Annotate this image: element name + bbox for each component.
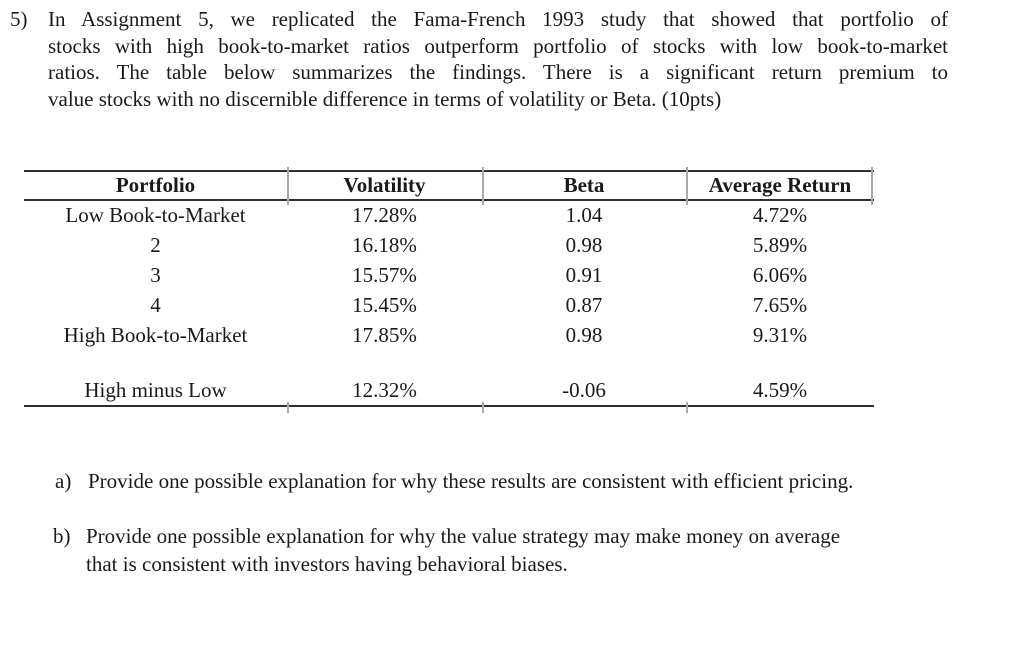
question-number: 5) — [10, 7, 28, 31]
cell-portfolio: 4 — [150, 292, 161, 317]
subquestion-a-line-1: Provide one possible explanation for why these results are consistent with efficient pricing. — [88, 469, 854, 493]
cell-volatility: 17.28% — [352, 203, 417, 227]
cell-portfolio: 3 — [150, 262, 161, 287]
question-text — [48, 6, 948, 112]
cell-volatility: 12.32% — [352, 377, 417, 402]
cell-portfolio: High Book-to-Market — [63, 322, 248, 347]
cell-beta: 0.98 — [565, 322, 603, 347]
table-row — [24, 320, 874, 350]
cell-portfolio: Low Book-to-Market — [65, 203, 246, 227]
cell-volatility: 15.57% — [352, 262, 417, 287]
subquestion-b-line-2: that is consistent with investors having behavioral biases. — [86, 552, 568, 576]
subquestion-b-label: b) — [53, 524, 71, 548]
cell-beta: 1.04 — [565, 203, 603, 227]
question-5 — [10, 6, 950, 112]
subquestion-a-label: a) — [55, 469, 72, 493]
header-beta: Beta — [563, 173, 605, 197]
cell-volatility: 17.85% — [352, 322, 417, 347]
cell-beta: -0.06 — [562, 377, 606, 402]
question-line-3: ratios. The table below summarizes the findings. There is a significant return premium to — [48, 60, 948, 85]
gridline-tick — [482, 402, 484, 413]
table-summary-row — [24, 375, 874, 406]
subquestion-b-line-1: Provide one possible explanation for why the value strategy may make money on average — [86, 524, 841, 548]
header-average-return: Average Return — [708, 173, 852, 197]
gridline-tick — [287, 167, 289, 205]
cell-avg-return: 6.06% — [752, 262, 808, 287]
table-row — [24, 230, 874, 260]
header-portfolio: Portfolio — [115, 173, 196, 197]
cell-portfolio: 2 — [150, 232, 161, 257]
cell-beta: 0.91 — [565, 262, 603, 287]
question-line-4: value stocks with no discernible difference in terms of volatility or Beta. (10pts) — [48, 86, 722, 111]
cell-volatility: 16.18% — [352, 232, 417, 257]
subquestion-a-text — [88, 467, 985, 495]
header-volatility: Volatility — [343, 173, 426, 197]
subquestion-a — [55, 467, 985, 495]
question-line-2: stocks with high book-to-market ratios outperform portfolio of stocks with low book-to-market — [48, 33, 948, 58]
subquestion-b — [53, 522, 983, 578]
cell-avg-return: 7.65% — [752, 292, 808, 317]
gridline-tick — [686, 402, 688, 413]
cell-volatility: 15.45% — [352, 292, 417, 317]
subquestion-b-text — [86, 522, 983, 578]
cell-beta: 0.87 — [565, 292, 603, 317]
gridline-tick — [686, 167, 688, 205]
cell-avg-return: 9.31% — [752, 322, 808, 347]
results-table-container — [24, 170, 874, 407]
cell-avg-return: 5.89% — [752, 232, 808, 257]
table-header-row — [24, 171, 874, 200]
table-row — [24, 200, 874, 230]
question-line-1: In Assignment 5, we replicated the Fama-French 1993 study that showed that portfolio of — [48, 7, 948, 31]
cell-portfolio: High minus Low — [84, 377, 227, 402]
cell-beta: 0.98 — [565, 232, 603, 257]
cell-avg-return: 4.59% — [752, 377, 808, 402]
gridline-tick — [287, 402, 289, 413]
results-table — [24, 170, 874, 407]
gridline-tick — [871, 167, 873, 205]
cell-avg-return: 4.72% — [752, 203, 808, 227]
table-row — [24, 260, 874, 290]
table-spacer-row — [24, 350, 874, 375]
table-row — [24, 290, 874, 320]
gridline-tick — [482, 167, 484, 205]
